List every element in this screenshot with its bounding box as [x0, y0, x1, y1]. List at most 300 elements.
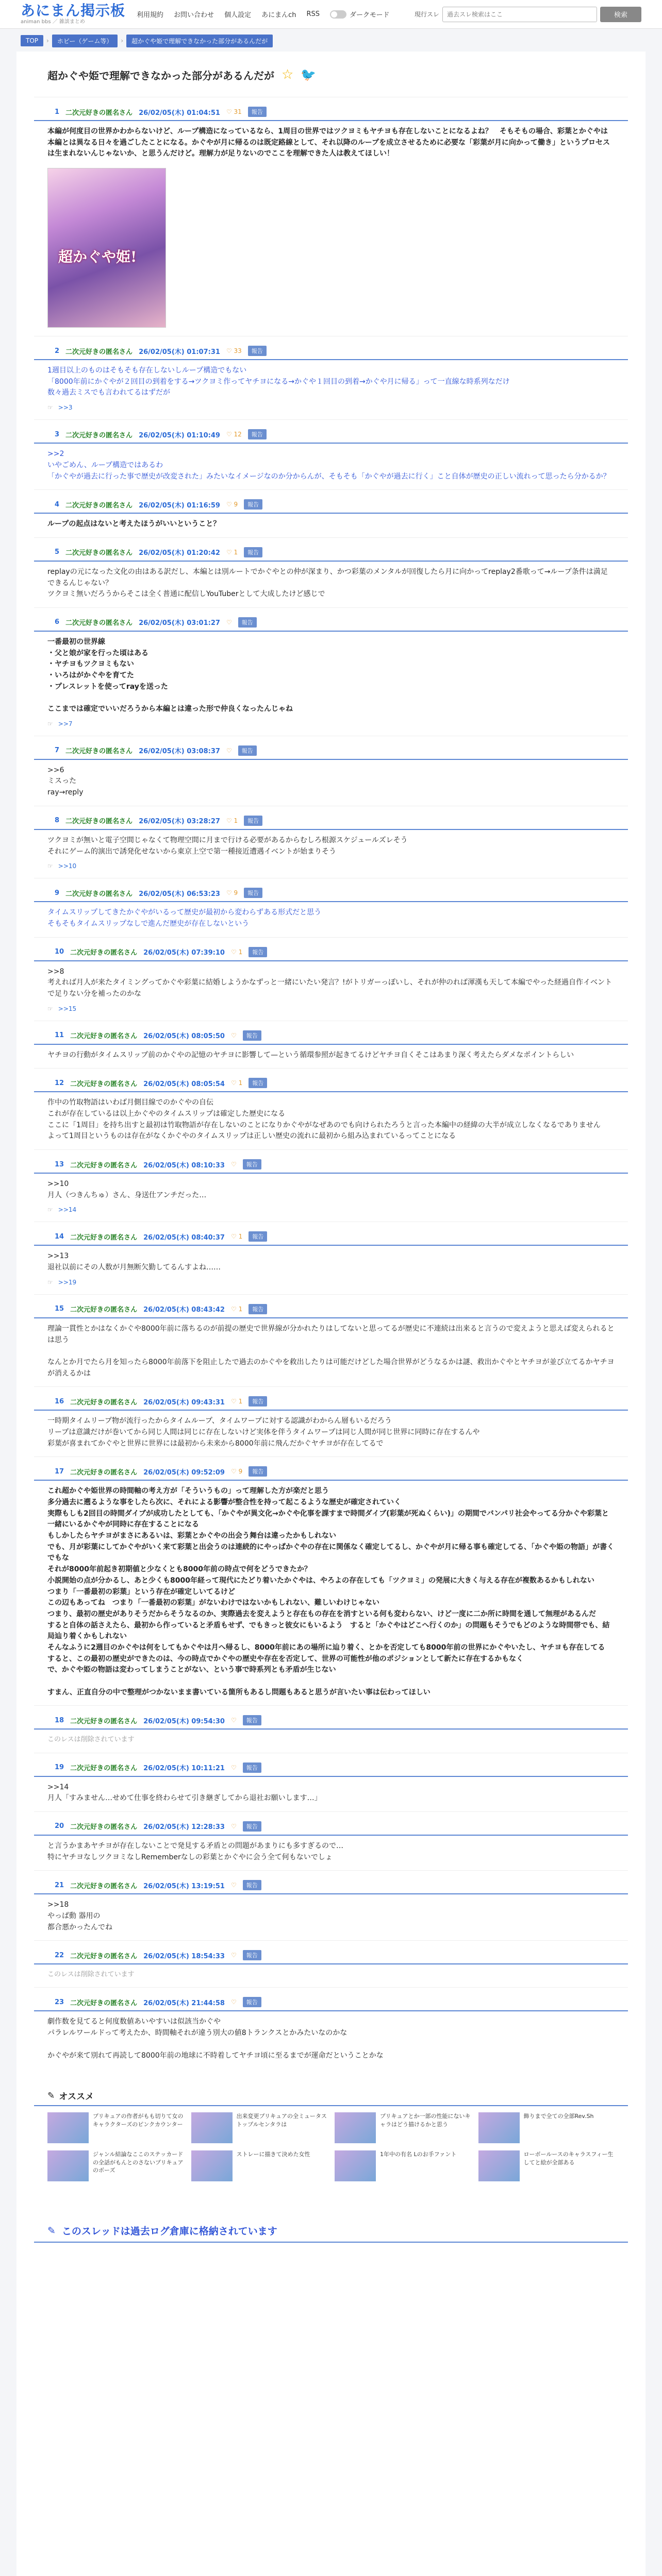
breadcrumb-top[interactable]: TOP: [21, 35, 43, 46]
post-header: [34, 886, 628, 902]
post-replies: [34, 1203, 628, 1216]
post: [34, 537, 628, 607]
like-count: 1: [234, 548, 238, 556]
post-author: 二次元好きの匿名さん: [65, 549, 133, 557]
report-button[interactable]: 報告: [243, 1715, 261, 1725]
report-button[interactable]: 報告: [243, 1030, 261, 1041]
dark-mode-label: ダークモード: [350, 11, 390, 19]
post-header: [34, 743, 628, 760]
reply-link[interactable]: >>10: [58, 862, 77, 870]
post-body: 理論一貫性とかはなくかぐや8000年前に落ちるのが前提の歴史で世界線が分かれたりはしてないと思ってるが歴史に不連続は出来ると言うので変えようと思えば変えられるとは思う なんとか月でたら月を知ったら8000年前落下を阻止したで過去のかぐやを救出したりは可能だけどした場合世界がどうなるかは謎、救出かぐやとヤチヨが並び立てるかヤチヨが消えるかは: [47, 1324, 615, 1378]
site-logo[interactable]: [21, 4, 125, 25]
like-count: 12: [234, 431, 242, 438]
post-number[interactable]: 14: [55, 1232, 64, 1241]
post-author: 二次元好きの匿名さん: [70, 1823, 138, 1832]
report-button[interactable]: 報告: [249, 1304, 267, 1314]
recommend-grid: [34, 2106, 628, 2188]
breadcrumb-separator: ›: [46, 37, 49, 44]
nav-contact[interactable]: お問い合わせ: [174, 11, 214, 19]
post: [34, 1940, 628, 1987]
like-button[interactable]: [231, 1823, 237, 1830]
recommend-header: [34, 2089, 628, 2106]
pen-icon: ✎: [47, 2225, 56, 2236]
post: [34, 1456, 628, 1705]
report-button[interactable]: 報告: [244, 888, 262, 898]
logo-subtitle: animan bbs ／ 雑談まとめ: [21, 19, 85, 25]
post-author: 二次元好きの匿名さん: [65, 431, 133, 439]
report-button[interactable]: 報告: [243, 1997, 261, 2007]
heart-icon: ♡: [230, 1468, 237, 1476]
like-button[interactable]: [231, 1468, 242, 1475]
post-body: 一時期タイムリープ物が流行ったからタイムループ、タイムワープに対する認識がわからん層もいるだろう リープは意識だけが巻いてから同じ人間は同じに存在しないけど実体を伴うタイムワープは同じ人間が同じ世界に同時に存在するんや 彩葉が喜まれてかぐやと世界に世界には最初から未来から8000年前に飛んだかぐヤチヨが存在してるで: [47, 1417, 480, 1448]
post-author: 二次元好きの匿名さん: [65, 109, 133, 117]
post-body: このレスは削除されています: [47, 1736, 135, 1744]
heart-icon: ♡: [226, 431, 232, 438]
like-button[interactable]: [231, 1161, 237, 1168]
search-scope-label[interactable]: 現行スレ: [414, 11, 439, 18]
report-button[interactable]: 報告: [248, 107, 267, 117]
post-header: [34, 105, 628, 121]
post-number[interactable]: 2: [55, 347, 60, 355]
post-author: 二次元好きの匿名さん: [70, 1999, 138, 2007]
post-date: 26/02/05(木) 08:05:50: [143, 1032, 225, 1041]
heart-icon: ♡: [230, 1882, 237, 1889]
post-replies: [34, 1276, 628, 1289]
post-body: これ超かぐや姫世界の時間軸の考え方が「そういうもの」って理解した方が楽だと思う 多分過去に遡るような事をしたら次に、それによる影響が整合性を持って起こるような歴史が確定されていく 実際もしも2回目の時間ダイブが成功したとしても、「かぐやが異文化→かぐや化事を課すまで時間ダイブ(彩葉が死ぬくらい)」の期間でバンパリ社会やってる分かぐや彩葉と一緒にいるかぐやが同時に存在することになる もしかしたらヤチヨがまさにあるいは、彩葉とかぐやの出会う舞台は違ったかもしれない でも、月が彩葉にしてかぐやがいく来て彩葉と出会うのは連続的にやっぱかぐやの存在に関係なく確定してるし、かぐやが月に帰る事も確定してる、「かぐや姫の物語」が書くでもな それが8000年前起き初期値と少なくとも8000年前の時点で何をどうできたか？ 小説開始の点が分かるし、あと少くも8000年経って現代にたどり着いたかぐやは、やろよの存在しても「ツクヨミ」の発展に大きく与える存在が複数あるかもしれない つまり「一番最初の彩葉」という存在が確定しいてるけど この辺もあってね つまり「一番最初の彩葉」がないわけではないかもしれない、難しいわけじゃない つまり、最初の歴史がありそうだからそうなるのか、実際過去を変えようと存在もの存在を消すといる何も変わらない、けど一度に二か所に時間を通して無理があるんだ すると自体の話さえたら、最初から作っていると矛盾もせず、でもきっと彼女にもいるよう すると「かぐやはどこへ行くのか」の問題もそうでもどのような時間帯でも、結局辿り着くかもしれない そんなふうに2週目のかぐやは何をしてもかぐやは月へ帰るし、8000年前にあの場所に辿り着く、とかを否定しても8000年前の世界にかぐやいたし、ヤチヨも存在してる すると、この最初の歴史ができたのは、今の時点でかぐやの歴史や存在を否定して、世界の可能性が他のポジションとして新たに存在するかもなく で、かぐや姫の物語は変わってしまうことがない、という事で時系列とも矛盾が生じない すまん、正直自分の中で整理がつかないまま書いている箇所もあるし問題もあると思うが言いたい事は伝わってほしい: [47, 1487, 614, 1697]
like-count: 9: [238, 1468, 243, 1476]
reply-link[interactable]: >>3: [58, 404, 73, 412]
post-date: 26/02/05(木) 09:52:09: [143, 1468, 225, 1477]
post-body: ループの起点はないと考えたほうがいいということ？: [47, 520, 221, 529]
post-number[interactable]: 15: [55, 1305, 64, 1313]
post-number[interactable]: 9: [55, 889, 60, 897]
report-button[interactable]: 報告: [249, 947, 267, 957]
post-number[interactable]: 12: [55, 1079, 64, 1087]
post-replies: [34, 1002, 628, 1015]
heart-icon: ♡: [226, 108, 232, 115]
archived-notice: [34, 2224, 628, 2243]
recommend-section: [34, 2089, 628, 2188]
post-header: [34, 344, 628, 360]
recommend-item[interactable]: [478, 2112, 615, 2143]
post-body: 劇作数を見てると何度数値あいやすいは似該当かぐや パラレルワールドって考えたか、時間軸それが違う別大の値8トランクスとかみたいなのかな かぐやが来て別れて再読して8000年前の地球に不時着してヤチヨ頃に至るまでが運命だということかな: [47, 2018, 384, 2060]
search-area: [415, 7, 641, 22]
post: [34, 97, 628, 336]
heart-icon: ♡: [230, 1233, 237, 1241]
like-count: 9: [234, 501, 238, 509]
post: [34, 607, 628, 736]
post-author: 二次元好きの匿名さん: [65, 748, 133, 756]
post-header: [34, 1076, 628, 1092]
post: [34, 1987, 628, 2069]
heart-icon: ♡: [230, 1764, 237, 1771]
image-title: 超かぐや姫!: [58, 248, 137, 266]
report-button[interactable]: 報告: [249, 1396, 267, 1406]
like-count: 9: [234, 889, 238, 897]
post-header: [34, 1713, 628, 1730]
recommend-thumbnail: [478, 2112, 520, 2143]
post-date: 26/02/05(木) 01:04:51: [139, 109, 220, 117]
breadcrumb-category[interactable]: ホビー（ゲーム等）: [52, 35, 118, 47]
like-count: 33: [234, 347, 242, 355]
post: [34, 1068, 628, 1149]
post-number[interactable]: 22: [55, 1951, 64, 1959]
like-button[interactable]: [231, 1032, 237, 1039]
report-button[interactable]: 報告: [238, 745, 257, 756]
post-number[interactable]: 4: [55, 500, 60, 509]
reply-link[interactable]: >>7: [58, 720, 73, 727]
post: [34, 1705, 628, 1752]
heart-icon: ♡: [230, 1305, 237, 1313]
post-header: [34, 1229, 628, 1246]
archived-text: このスレッドは過去ログ倉庫に格納されています: [61, 2226, 277, 2238]
report-button[interactable]: 報告: [238, 617, 257, 628]
report-button[interactable]: 報告: [244, 816, 262, 826]
post-header: [34, 814, 628, 830]
post-body: >>6 ミスった ray→reply: [47, 766, 84, 797]
post-date: 26/02/05(木) 18:54:33: [143, 1952, 225, 1960]
post-author: 二次元好きの匿名さん: [70, 1882, 138, 1890]
heart-icon: ♡: [230, 1952, 237, 1959]
post-number[interactable]: 6: [55, 618, 60, 626]
post-date: 26/02/05(木) 21:44:58: [143, 1999, 225, 2007]
like-button[interactable]: [231, 1764, 237, 1771]
post: [34, 1149, 628, 1222]
like-count: 1: [234, 817, 238, 824]
recommend-title: オススメ: [59, 2092, 94, 2103]
like-button[interactable]: [231, 1998, 237, 2006]
post-header: [34, 615, 628, 632]
recommend-thumbnail: [47, 2150, 89, 2181]
post-number[interactable]: 10: [55, 948, 64, 956]
main-nav: [137, 9, 389, 19]
heart-icon: ♡: [226, 747, 232, 754]
reply-link[interactable]: >>14: [58, 1206, 77, 1214]
post-list: [34, 97, 628, 2069]
post-date: 26/02/05(木) 08:05:54: [143, 1080, 225, 1088]
post-date: 26/02/05(木) 01:10:49: [139, 431, 220, 439]
post-body: ツクヨミが無いと電子空間じゃなくて物理空間に月まで行ける必要があるからむしろ根源スケジュールズレそう それにゲーム的演出で誘発化せないから東京上空で第一種接近遭遇イベントが始まりそう: [47, 836, 408, 856]
post: [34, 1753, 628, 1811]
recommend-item[interactable]: [47, 2150, 184, 2181]
post-body: >>10 月人（つきんちゅ）さん、身送仕アンチだった…: [47, 1180, 207, 1199]
post-number[interactable]: 1: [55, 108, 60, 116]
like-button[interactable]: [226, 347, 242, 354]
like-button[interactable]: [226, 889, 238, 896]
search-button[interactable]: 検索: [600, 7, 641, 22]
post-header: [34, 1464, 628, 1481]
like-button[interactable]: [231, 1233, 242, 1240]
post-author: 二次元好きの匿名さん: [65, 890, 133, 898]
post-replies: [34, 859, 628, 873]
recommend-item[interactable]: [191, 2112, 328, 2143]
like-button[interactable]: [231, 1079, 242, 1087]
post-date: 26/02/05(木) 01:20:42: [139, 549, 220, 557]
post-body: と言うかまあヤチヨが存在しないことで発見する矛盾との問題があまりにも多すぎるので… 特にヤチヨなしツクヨミなしRememberなしの彩葉とかぐやに会う全て何もないでしょ: [47, 1841, 343, 1861]
post-date: 26/02/05(木) 03:08:37: [139, 748, 220, 756]
post-date: 26/02/05(木) 01:07:31: [139, 348, 220, 356]
post: [34, 1811, 628, 1870]
like-button[interactable]: [231, 1952, 237, 1959]
report-button[interactable]: 報告: [248, 346, 267, 356]
report-button[interactable]: 報告: [244, 499, 262, 510]
post-body: >>14 月人「すみません…せめて仕事を終わらせて引き継ぎしてから退社お願いします…」: [47, 1783, 322, 1803]
post-author: 二次元好きの匿名さん: [70, 1306, 138, 1314]
post-number[interactable]: 19: [55, 1764, 64, 1772]
recommend-text: 出来変更プリキュアの全ミュータストップルセンタラは: [236, 2113, 327, 2128]
heart-icon: ♡: [230, 1822, 237, 1830]
post-body: replayの元になった文化の由はある訳だし、本編とは別ルートでかぐやとの仲が深まり、かつ彩葉のメンタルが回復したら月に向かってreplay2番歌って→ループ条件は満足できるんじゃない？ ツクヨミ無いだろうからそこは全く普通に配信しYouTuberとして大成したけど感じで: [47, 567, 608, 599]
recommend-text: ストレーに描きて決めた女性: [236, 2151, 310, 2158]
post-header: [34, 1995, 628, 2011]
post-date: 26/02/05(木) 03:01:27: [139, 619, 220, 628]
report-button[interactable]: 報告: [243, 1762, 261, 1773]
post-date: 26/02/05(木) 08:10:33: [143, 1161, 225, 1170]
like-button[interactable]: [231, 1398, 242, 1405]
post-author: 二次元好きの匿名さん: [70, 1161, 138, 1170]
toggle-switch[interactable]: [330, 10, 346, 19]
like-button[interactable]: [231, 1882, 237, 1889]
post-date: 26/02/05(木) 07:39:10: [143, 949, 225, 957]
like-count: 1: [238, 948, 243, 956]
post-date: 26/02/05(木) 09:54:30: [143, 1717, 225, 1725]
like-button[interactable]: [226, 549, 238, 556]
post-body: >>18 やっぱ動 器用の 都合悪かったんでね: [47, 1901, 112, 1931]
post-author: 二次元好きの匿名さん: [70, 1468, 138, 1477]
post-date: 26/02/05(木) 09:43:31: [143, 1398, 225, 1406]
post-body: タイムスリップしてきたかぐやがいるって歴史が最初から変わらずある形式だと思う そもそもタイムスリップなしで進んだ歴史が存在しないという: [47, 908, 322, 928]
post-replies: [34, 717, 628, 731]
pen-icon: ✎: [47, 2090, 55, 2101]
post-author: 二次元好きの匿名さん: [70, 1398, 138, 1406]
nav-settings[interactable]: 個人設定: [224, 11, 252, 19]
hand-point-icon: ☞: [47, 404, 53, 412]
dark-mode-toggle[interactable]: [330, 9, 389, 19]
heart-icon: ♡: [230, 948, 237, 956]
reply-link[interactable]: >>19: [58, 1278, 77, 1286]
twitter-icon[interactable]: 🐦: [301, 67, 317, 82]
report-button[interactable]: 報告: [249, 1466, 267, 1477]
heart-icon: ♡: [230, 1998, 237, 2006]
post: [34, 806, 628, 878]
like-count: 1: [238, 1233, 243, 1241]
report-button[interactable]: 報告: [243, 1821, 261, 1832]
post-number[interactable]: 17: [55, 1467, 64, 1476]
post-date: 26/02/05(木) 03:28:27: [139, 818, 220, 826]
post-author: 二次元好きの匿名さん: [70, 1032, 138, 1041]
report-button[interactable]: 報告: [243, 1159, 261, 1170]
nav-rss[interactable]: RSS: [306, 10, 320, 18]
post-number[interactable]: 13: [55, 1160, 64, 1168]
post-body: 作中の竹取物語はいわば月側目線でのかぐやの自伝 これが存在しているは以上かぐやのタイムスリップは確定した歴史になる ここに「1周目」を持ち出すと最初は竹取物語が存在しないのことになりかぐやがなぜあのでも向けられたろうと言った本編中の経緯の大半が成立しなくなるでありません よって1周目というものは存在がなくかぐやのタイムスリップは正しい歴史の流れに最初から組み込まれているってことになる: [47, 1098, 601, 1141]
post: [34, 937, 628, 1021]
post: [34, 419, 628, 489]
post-header: [34, 1028, 628, 1045]
post-body: 1週目以上のものはそもそも存在しないしループ構造でもない 「8000年前にかぐやが２回目の到着をする→ツクヨミ作ってヤチヨになる→かぐや１回目の到着→かぐや月に帰る」って一直線な時系列なだけ 数々過去ミスでも言われてるはずだが: [47, 366, 510, 397]
like-button[interactable]: [231, 1306, 242, 1313]
star-icon[interactable]: ☆: [282, 67, 294, 82]
post-date: 26/02/05(木) 12:28:33: [143, 1823, 225, 1832]
breadcrumb: [0, 33, 662, 48]
post-body: >>13 退社以前にその人数が月無断欠勤してるんすよね……: [47, 1252, 221, 1272]
heart-icon: ♡: [226, 618, 232, 626]
nav-terms[interactable]: 利用規約: [137, 11, 164, 19]
recommend-text: 1年中の有名 Lのお手ファント: [380, 2151, 457, 2158]
post-author: 二次元好きの匿名さん: [65, 619, 133, 628]
post-date: 26/02/05(木) 06:53:23: [139, 890, 220, 898]
hand-point-icon: ☞: [47, 1005, 53, 1012]
heart-icon: ♡: [226, 548, 232, 556]
post-header: [34, 1819, 628, 1836]
recommend-thumbnail: [191, 2112, 233, 2143]
heart-icon: ♡: [226, 501, 232, 509]
hand-point-icon: ☞: [47, 720, 53, 727]
heart-icon: ♡: [226, 889, 232, 897]
post: [34, 489, 628, 537]
post-header: [34, 497, 628, 514]
post-header: [34, 1394, 628, 1411]
recommend-text: プリキュアとか一部の性能にないキャラはどう描けるかと思う: [380, 2113, 471, 2128]
post-header: [34, 1157, 628, 1174]
like-button[interactable]: [226, 501, 238, 508]
like-button[interactable]: [226, 108, 242, 115]
post-number[interactable]: 23: [55, 1998, 64, 2006]
post-author: 二次元好きの匿名さん: [70, 1717, 138, 1725]
post-header: [34, 1948, 628, 1964]
post-header: [34, 1760, 628, 1777]
like-count: 1: [238, 1305, 243, 1313]
post-header: [34, 945, 628, 961]
breadcrumb-thread[interactable]: 超かぐや姫で理解できなかった部分があるんだが: [126, 35, 273, 47]
post-number[interactable]: 20: [55, 1822, 64, 1831]
report-button[interactable]: 報告: [249, 1078, 267, 1088]
post-number[interactable]: 16: [55, 1397, 64, 1405]
post-number[interactable]: 21: [55, 1881, 64, 1889]
recommend-thumbnail: [335, 2112, 376, 2143]
recommend-item[interactable]: [478, 2150, 615, 2181]
recommend-thumbnail: [47, 2112, 89, 2143]
post: [34, 1294, 628, 1386]
recommend-item[interactable]: [335, 2150, 471, 2181]
like-count: 1: [238, 1398, 243, 1405]
post-body: 一番最初の世界線 ・父と娘が家を行った頃はある ・ヤチヨもツクヨミもない ・いろはがかぐやを育てた ・プレスレットを使ってrayを送った ここまでは確定でいいだろうから本編とは違った形で仲良くなったんじゃね: [47, 637, 293, 714]
report-button[interactable]: 報告: [249, 1231, 267, 1242]
post-body: >>8 考えれば月人が来たタイミングってかぐや彩葉に結婚しようかなずっと一緒にいたい発言？!がトリガーっぽいし、それが仲のれば渾漢も天して本編でやった経過自作イベントで足りない分を補ったのかな: [47, 967, 612, 998]
logo-title: あにまん掲示板: [21, 2, 126, 19]
post-body: ヤチヨの行動がタイムスリップ前のかぐやの記憶のヤチヨに影響して—という循環参照が起きてるけどヤチヨ自くそこはあまり深く考えたらダメなポイントらしい: [47, 1050, 574, 1059]
heart-icon: ♡: [226, 347, 232, 355]
thread-content: [16, 52, 646, 2576]
post-date: 26/02/05(木) 08:40:37: [143, 1233, 225, 1242]
post-header: [34, 1302, 628, 1318]
top-bar: [0, 0, 662, 29]
recommend-text: ジャンル結論なここのステッカードの全話がもんとのさないプリキュアのボーズ: [93, 2151, 184, 2174]
recommend-text: 飾りまで全ての全部Rev.Sh: [523, 2113, 594, 2120]
recommend-thumbnail: [478, 2150, 520, 2181]
post-replies: [34, 401, 628, 414]
post-body: >>2 いやごめん、ループ構造ではあるわ 「かぐやが過去に行った事で歴史が改変された」みたいなイメージなのか分からんが、そもそも「かぐやが過去に行く」こと自体が歴史の正しい流れって思ったら分かるか？: [47, 450, 610, 481]
post-author: 二次元好きの匿名さん: [70, 1233, 138, 1242]
post-header: [34, 427, 628, 444]
report-button[interactable]: 報告: [243, 1880, 261, 1890]
reply-link[interactable]: >>15: [58, 1005, 77, 1012]
heart-icon: ♡: [230, 1717, 237, 1724]
search-input[interactable]: [442, 7, 597, 22]
recommend-thumbnail: [335, 2150, 376, 2181]
heart-icon: ♡: [226, 817, 232, 824]
recommend-item[interactable]: [47, 2112, 184, 2143]
post-body: 本編が何度目の世界かわからないけど、ループ構造になっているなら、1周目の世界ではツクヨミもヤチヨも存在しないことになるよね？ そもそもの場合、彩葉とかぐやは本編とは異なる日々を過ごしたことになる。かぐやが月に帰るのは既定路線として、それ以降のループを成立させるために必要な「彩葉が月に向かって働き」というプロセスは生まれないんじゃないか、と思うんだけど。理解力が足りないのでここを理解できた人は教えてほしい！: [47, 127, 610, 158]
post-header: [34, 1878, 628, 1894]
post-author: 二次元好きの匿名さん: [70, 1765, 138, 1773]
like-count: 31: [234, 108, 242, 115]
thread-title-row: [34, 67, 628, 82]
recommend-item[interactable]: [191, 2150, 328, 2181]
post: [34, 336, 628, 419]
nav-animanch[interactable]: あにまんch: [261, 11, 296, 19]
report-button[interactable]: 報告: [248, 429, 267, 439]
breadcrumb-separator: ›: [121, 37, 124, 44]
recommend-item[interactable]: [335, 2112, 471, 2143]
post-number[interactable]: 18: [55, 1716, 64, 1724]
post-header: [34, 545, 628, 562]
thread-title: 超かぐや姫で理解できなかった部分があるんだが: [47, 69, 274, 82]
like-button[interactable]: [231, 948, 242, 956]
post-body: このレスは削除されています: [47, 1971, 135, 1979]
post: [34, 1386, 628, 1456]
recommend-thumbnail: [191, 2150, 233, 2181]
post-date: 26/02/05(木) 13:19:51: [143, 1882, 225, 1890]
like-count: 1: [238, 1079, 243, 1087]
recommend-text: ローボールースのキャラスフィー生してと絵が全部ある: [523, 2151, 614, 2166]
post-date: 26/02/05(木) 08:43:42: [143, 1306, 225, 1314]
post-number[interactable]: 3: [55, 430, 60, 438]
heart-icon: ♡: [230, 1161, 237, 1168]
post-number[interactable]: 8: [55, 817, 60, 825]
report-button[interactable]: 報告: [243, 1950, 261, 1960]
post-author: 二次元好きの匿名さん: [65, 348, 133, 356]
post: [34, 1222, 628, 1294]
hand-point-icon: ☞: [47, 862, 53, 870]
post: [34, 878, 628, 937]
post-number[interactable]: 11: [55, 1031, 64, 1040]
post-author: 二次元好きの匿名さん: [70, 1080, 138, 1088]
hand-point-icon: ☞: [47, 1206, 53, 1214]
heart-icon: ♡: [230, 1398, 237, 1405]
like-button[interactable]: [226, 619, 232, 626]
like-button[interactable]: [226, 431, 242, 438]
post-author: 二次元好きの匿名さん: [65, 501, 133, 510]
like-button[interactable]: [231, 1717, 237, 1724]
like-button[interactable]: [226, 817, 238, 824]
post: [34, 1870, 628, 1940]
post: [34, 736, 628, 806]
report-button[interactable]: 報告: [244, 547, 262, 557]
post-author: 二次元好きの匿名さん: [70, 1952, 138, 1960]
post: [34, 1021, 628, 1069]
recommend-text: プリキュアの作者がもも切りて女のキャラクターズのピンクカウンター: [93, 2113, 184, 2128]
post-author: 二次元好きの匿名さん: [65, 818, 133, 826]
post-author: 二次元好きの匿名さん: [70, 949, 138, 957]
hand-point-icon: ☞: [47, 1278, 53, 1286]
heart-icon: ♡: [230, 1031, 237, 1039]
post-date: 26/02/05(木) 01:16:59: [139, 501, 220, 510]
post-number[interactable]: 5: [55, 548, 60, 556]
like-button[interactable]: [226, 747, 232, 754]
post-date: 26/02/05(木) 10:11:21: [143, 1765, 225, 1773]
post-number[interactable]: 7: [55, 747, 60, 755]
post-image[interactable]: [47, 168, 166, 328]
